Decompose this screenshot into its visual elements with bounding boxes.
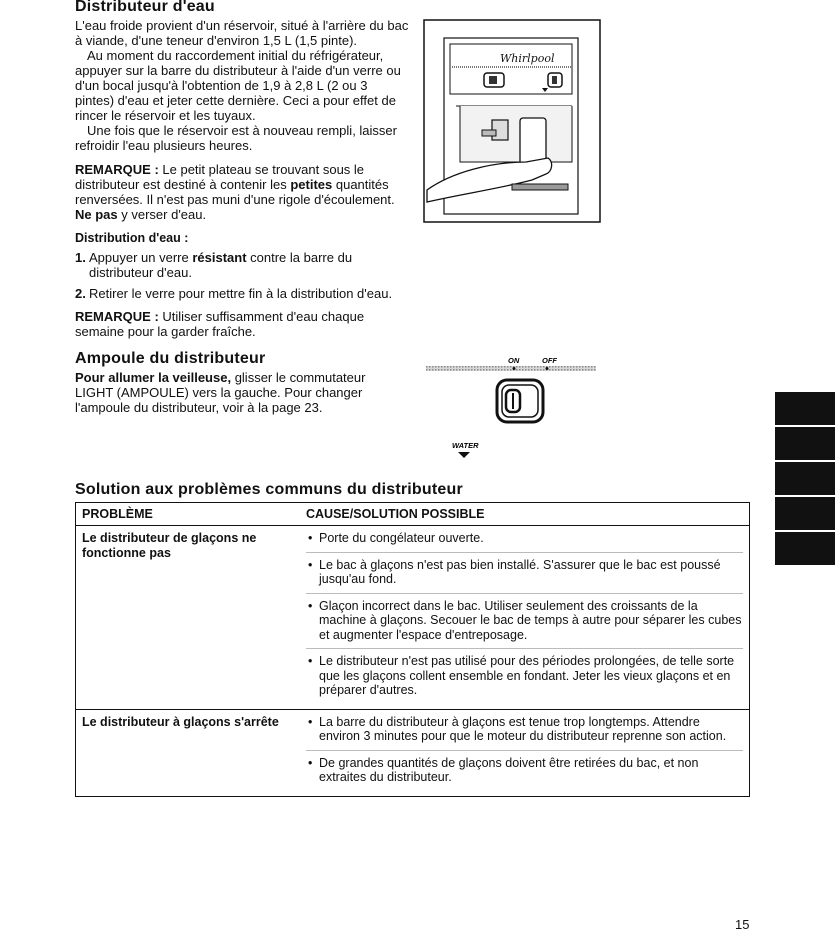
steps-heading: Distribution d'eau : xyxy=(75,231,189,245)
svg-text:Whirlpool: Whirlpool xyxy=(500,52,555,65)
water-dispenser-text xyxy=(75,18,410,339)
step-number: 2. xyxy=(75,286,86,301)
step-text: contre la barre du distributeur d'eau. xyxy=(89,250,353,280)
note-paragraph xyxy=(75,309,410,339)
side-tab xyxy=(775,462,835,495)
section-title-troubleshooting: Solution aux problèmes communs du distributeur xyxy=(75,481,463,498)
section-title-water-dispenser: Distributeur d'eau xyxy=(75,0,215,15)
table-row xyxy=(76,709,750,796)
note-emphasis: Ne pas xyxy=(75,207,118,222)
water-label: WATER xyxy=(452,441,479,450)
problem-cell: Le distributeur de glaçons ne fonctionne pas xyxy=(76,526,301,710)
switch-off-label: OFF xyxy=(542,356,557,365)
column-header-problem: PROBLÈME xyxy=(76,503,301,526)
note-paragraph xyxy=(75,162,410,222)
switch-on-label: ON xyxy=(508,356,520,365)
solution-item: • Porte du congélateur ouverte. xyxy=(306,531,743,553)
solution-item: • Le distributeur n'est pas utilisé pour des périodes prolongées, de telle sorte que les glaçons collent ensemble en fondant. Jeter les vieux glaçons et en préparer d'autres. xyxy=(306,654,743,704)
step-text: Retirer le verre pour mettre fin à la distribution d'eau. xyxy=(89,286,393,301)
paragraph: Une fois que le réservoir est à nouveau rempli, laisser refroidir l'eau plusieurs heures. xyxy=(75,123,397,153)
dispenser-illustration xyxy=(422,12,602,224)
instruction-lead: Pour allumer la veilleuse, xyxy=(75,370,232,385)
step-number: 1. xyxy=(75,250,86,265)
table-header-row xyxy=(76,503,750,526)
note-label: REMARQUE : xyxy=(75,309,159,324)
solution-cell xyxy=(300,526,750,710)
instruction-text: glisser le commutateur LIGHT (AMPOULE) vers la gauche. Pour changer l'ampoule du distributeur, voir à la page 23. xyxy=(75,370,366,415)
solution-cell xyxy=(300,709,750,796)
steps-list xyxy=(75,250,410,301)
note-text: Le petit plateau se trouvant sous le distributeur est destiné à contenir les xyxy=(75,162,365,192)
step-item xyxy=(75,250,410,280)
step-emphasis: résistant xyxy=(192,250,247,265)
column-header-solution: CAUSE/SOLUTION POSSIBLE xyxy=(300,503,750,526)
problem-cell: Le distributeur à glaçons s'arrête xyxy=(76,709,301,796)
side-tab xyxy=(775,497,835,530)
paragraph: L'eau froide provient d'un réservoir, situé à l'arrière du bac à viande, d'une teneur d'environ 1,5 L (1,5 pinte). xyxy=(75,18,409,48)
solution-item: • De grandes quantités de glaçons doivent être retirées du bac, et non extraites du distributeur. xyxy=(306,756,743,791)
step-item xyxy=(75,286,410,301)
note-text: quantités renversées. Il n'est pas muni d'une rigole d'écoulement. xyxy=(75,177,395,207)
dispenser-light-text xyxy=(75,370,395,415)
page-number: 15 xyxy=(735,917,750,932)
solution-item: • Glaçon incorrect dans le bac. Utiliser seulement des croissants de la machine à glaçons. Secouer le bac de temps à autre pour séparer les cubes et augmenter l'espace d'entreposage. xyxy=(306,599,743,650)
light-switch-illustration xyxy=(426,354,596,464)
solution-item: • Le bac à glaçons n'est pas bien installé. S'assurer que le bac est poussé jusqu'au fond. xyxy=(306,558,743,594)
arrow-down-icon xyxy=(458,452,470,458)
note-emphasis: petites xyxy=(290,177,333,192)
note-text: y verser d'eau. xyxy=(117,207,207,222)
paragraph: Au moment du raccordement initial du réfrigérateur, appuyer sur la barre du distributeur à l'aide d'un verre ou d'un bocal jusqu'à l'obtention de 1,9 à 2,8 L (2 ou 3 pintes) d'eau et jeter cette dernière. Ceci a pour effet de rincer le réservoir et les tuyaux. xyxy=(75,48,401,123)
step-text: Appuyer un verre xyxy=(89,250,193,265)
table-row xyxy=(76,526,750,710)
side-tab xyxy=(775,532,835,565)
note-text: Utiliser suffisamment d'eau chaque semaine pour la garder fraîche. xyxy=(75,309,365,339)
section-title-dispenser-light: Ampoule du distributeur xyxy=(75,350,266,367)
troubleshooting-table xyxy=(75,502,750,797)
side-tab xyxy=(775,392,835,425)
side-tab xyxy=(775,427,835,460)
note-label: REMARQUE : xyxy=(75,162,159,177)
solution-item: • La barre du distributeur à glaçons est tenue trop longtemps. Attendre environ 3 minutes pour que le moteur du distributeur reprenne son action. xyxy=(306,715,743,751)
